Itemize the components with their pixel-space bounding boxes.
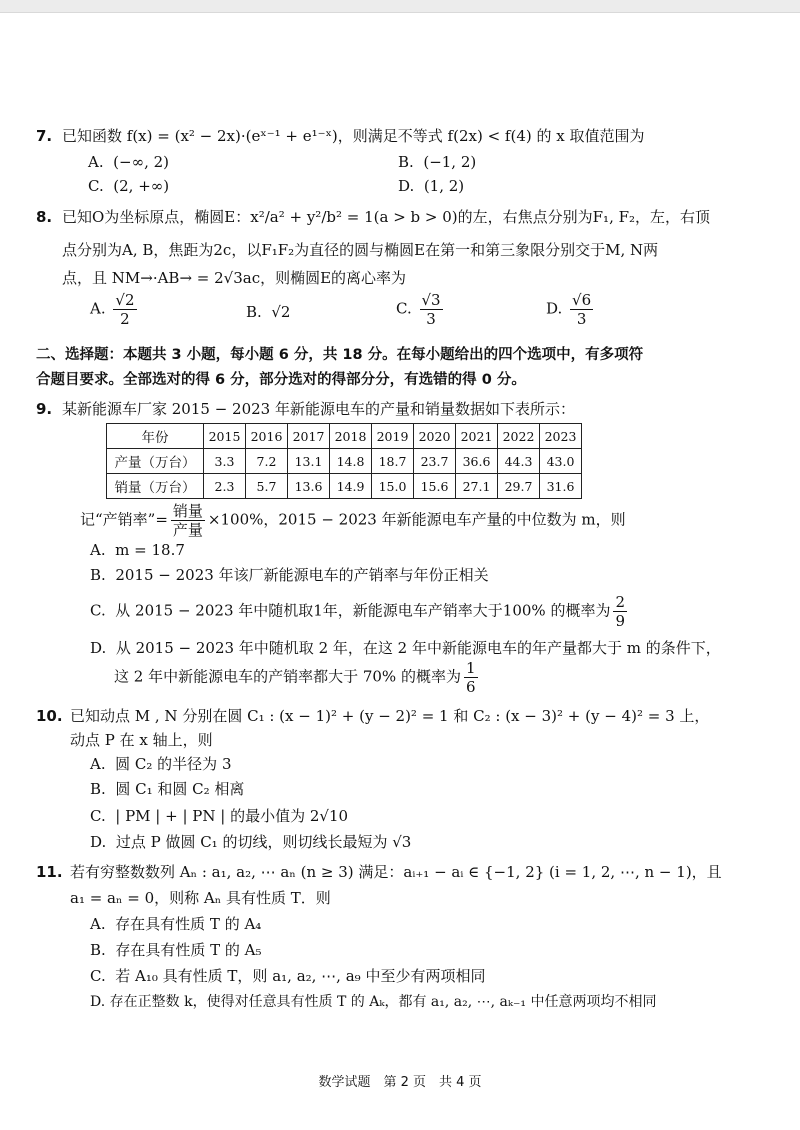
table-header-row: 年份 2015 2016 2017 2018 2019 2020 2021 2022 2023 [107, 424, 582, 449]
q10-number: 10. [36, 707, 63, 725]
q9-option-b: B. 2015 − 2023 年该厂新能源电车的产销率与年份正相关 [90, 566, 489, 584]
q11-option-b: B. 存在具有性质 T 的 A₅ [90, 941, 262, 959]
q7-option-b: B. (−1, 2) [398, 153, 477, 171]
q8-line-3: 点，且 NM→·AB→ = 2√3ac，则椭圆E的离心率为 [62, 269, 407, 287]
page-footer: 数学试题 第 2 页 共 4 页 [318, 1075, 482, 1090]
q7-number: 7. [36, 127, 53, 145]
q10-option-a: A. 圆 C₂ 的半径为 3 [90, 755, 232, 773]
q8-line-2: 点分别为A, B，焦距为2c，以F₁F₂为直径的圆与椭圆E在第一和第三象限分别交于M, N两 [62, 241, 659, 259]
q8-option-b: B. √2 [246, 303, 291, 321]
production-sales-table [106, 423, 582, 499]
q9-option-d: D. 从 2015 − 2023 年中随机取 2 年，在这 2 年中新能源电车的年产量都大于 m 的条件下， [90, 639, 721, 657]
q9-number: 9. [36, 400, 53, 418]
q9-option-c: C. 从 2015 − 2023 年中随机取1年，新能源电车产销率大于100% 的概率为 $\frac{2}{9}$ [90, 593, 625, 630]
q10-option-b: B. 圆 C₁ 和圆 C₂ 相离 [90, 780, 245, 798]
q8-option-c: C. $\frac{√3}{3}$ [396, 291, 441, 328]
q8-line-1: 8. 已知O为坐标原点，椭圆E：x²/a² + y²/b² = 1(a > b > 0)的左，右焦点分别为F₁, F₂，左，右顶 [36, 205, 710, 229]
q10-line-1: 10. 已知动点 M , N 分别在圆 C₁ : (x − 1)² + (y − 2)² = 1 和 C₂ : (x − 3)² + (y − 4)² = 3 上， [36, 704, 709, 728]
q9-definition: 记“产销率”= $\frac{\text{销量}}{\text{产量}}$ ×100%，2015 − 2023 年新能源电车产量的中位数为 m，则 [80, 502, 626, 539]
q9-stem-line: 9. 某新能源车厂家 2015 − 2023 年新能源电车的产量和销量数据如下表所示： [36, 397, 575, 421]
section-2-heading: 二、选择题：本题共 3 小题，每小题 6 分，共 18 分。在每小题给出的四个选项中，有多项符 合题目要求。全部选对的得 6 分，部分选对的得部分分，有选错的得 0 分。 [36, 347, 644, 388]
q10-option-c: C. | PM | + | PN | 的最小值为 2√10 [90, 807, 349, 825]
q7-stem: 已知函数 f(x) = (x² − 2x)·(eˣ⁻¹ + e¹⁻ˣ)，则满足不等式 f(2x) < f(4) 的 x 取值范围为 [62, 127, 645, 145]
q9-option-d-continued: 这 2 年中新能源电车的产销率都大于 70% 的概率为 $\frac{1}{6}$ [114, 659, 476, 696]
q10-line-2: 动点 P 在 x 轴上，则 [70, 731, 213, 749]
q11-line-1: 11. 若有穷整数数列 Aₙ : a₁, a₂, ⋯ aₙ (n ≥ 3) 满足：aᵢ₊₁ − aᵢ ∈ {−1, 2} (i = 1, 2, ⋯, n − 1)，且 [36, 860, 722, 884]
q7-option-a: A. (−∞, 2) [88, 153, 170, 171]
q11-option-c: C. 若 A₁₀ 具有性质 T，则 a₁, a₂, ⋯, a₉ 中至少有两项相同 [90, 967, 486, 985]
q11-number: 11. [36, 863, 63, 881]
q8-option-d: D. $\frac{√6}{3}$ [546, 291, 592, 328]
q9-option-a: A. m = 18.7 [90, 541, 185, 559]
table-row-production: 产量（万台） 3.3 7.2 13.1 14.8 18.7 23.7 36.6 44.3 43.0 [107, 449, 582, 474]
q8-option-a: A. $\frac{√2}{2}$ [90, 291, 135, 328]
q10-option-d: D. 过点 P 做圆 C₁ 的切线，则切线长最短为 √3 [90, 833, 412, 851]
q7-option-c: C. (2, +∞) [88, 177, 170, 195]
q11-option-d: D. 存在正整数 k，使得对任意具有性质 T 的 Aₖ，都有 a₁, a₂, ⋯, aₖ₋₁ 中任意两项均不相同 [90, 994, 657, 1010]
top-edge-bar [0, 0, 800, 13]
q11-line-2: a₁ = aₙ = 0，则称 Aₙ 具有性质 T．则 [70, 889, 331, 907]
q8-number: 8. [36, 208, 53, 226]
q11-option-a: A. 存在具有性质 T 的 A₄ [90, 915, 262, 933]
table-row-sales: 销量（万台） 2.3 5.7 13.6 14.9 15.0 15.6 27.1 29.7 31.6 [107, 474, 582, 499]
q7-option-d: D. (1, 2) [398, 177, 465, 195]
q7-stem-line [36, 124, 644, 148]
